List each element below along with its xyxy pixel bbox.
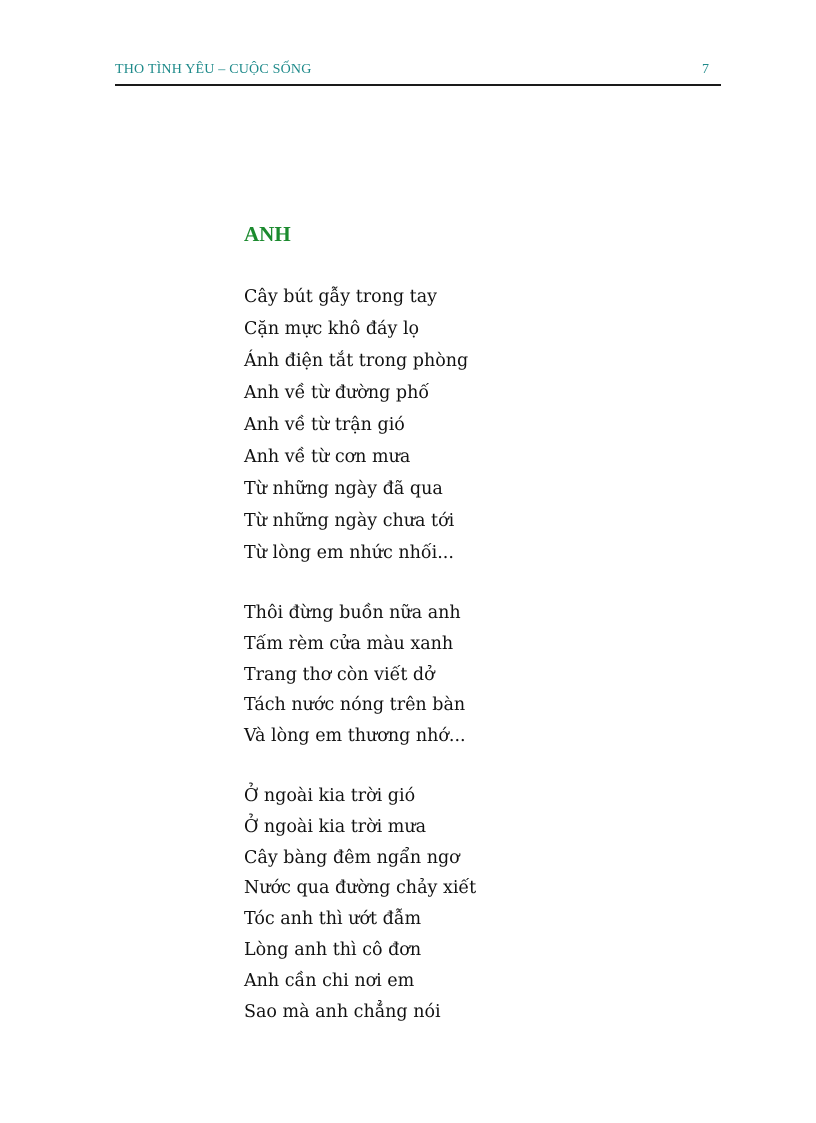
poem-line: Cây bút gẫy trong tay bbox=[244, 287, 438, 307]
page-header bbox=[115, 62, 721, 86]
poem-line: Cặn mực khô đáy lọ bbox=[244, 319, 420, 339]
poem-line: Từ lòng em nhức nhối... bbox=[244, 543, 454, 563]
page-number: 7 bbox=[702, 62, 709, 77]
poem-line: Tóc anh thì ướt đẫm bbox=[244, 909, 422, 930]
running-title: THO TÌNH YÊU – CUỘC SỐNG bbox=[115, 62, 312, 77]
poem-line: Cây bàng đêm ngẩn ngơ bbox=[244, 847, 460, 868]
poem-line: Sao mà anh chẳng nói bbox=[244, 1001, 441, 1022]
poem-line: Từ những ngày chưa tới bbox=[244, 511, 455, 531]
stanza bbox=[244, 781, 664, 1027]
poem-line: Ánh điện tắt trong phòng bbox=[244, 351, 469, 371]
poem-line: Ở ngoài kia trời gió bbox=[244, 785, 416, 806]
poem-line: Trang thơ còn viết dở bbox=[244, 664, 435, 685]
poem-line: Nước qua đường chảy xiết bbox=[244, 878, 477, 899]
stanza bbox=[244, 281, 664, 569]
poem-line: Anh về từ cơn mưa bbox=[244, 447, 411, 467]
stanza bbox=[244, 598, 664, 752]
poem-line: Ở ngoài kia trời mưa bbox=[244, 816, 427, 837]
poem-body bbox=[244, 281, 664, 1027]
poem-line: Tách nước nóng trên bàn bbox=[244, 695, 466, 716]
poem-line: Từ những ngày đã qua bbox=[244, 479, 443, 499]
poem-line: Và lòng em thương nhớ... bbox=[244, 726, 466, 747]
poem-title: ANH bbox=[244, 222, 291, 246]
poem-line: Lòng anh thì cô đơn bbox=[244, 939, 422, 960]
poem-line: Anh về từ đường phố bbox=[244, 383, 430, 403]
poem bbox=[244, 219, 664, 1056]
poem-line: Thôi đừng buồn nữa anh bbox=[244, 603, 461, 623]
poem-line: Anh về từ trận gió bbox=[244, 415, 405, 435]
poem-line: Tấm rèm cửa màu xanh bbox=[244, 633, 454, 654]
poem-line: Anh cần chi nơi em bbox=[244, 970, 415, 991]
